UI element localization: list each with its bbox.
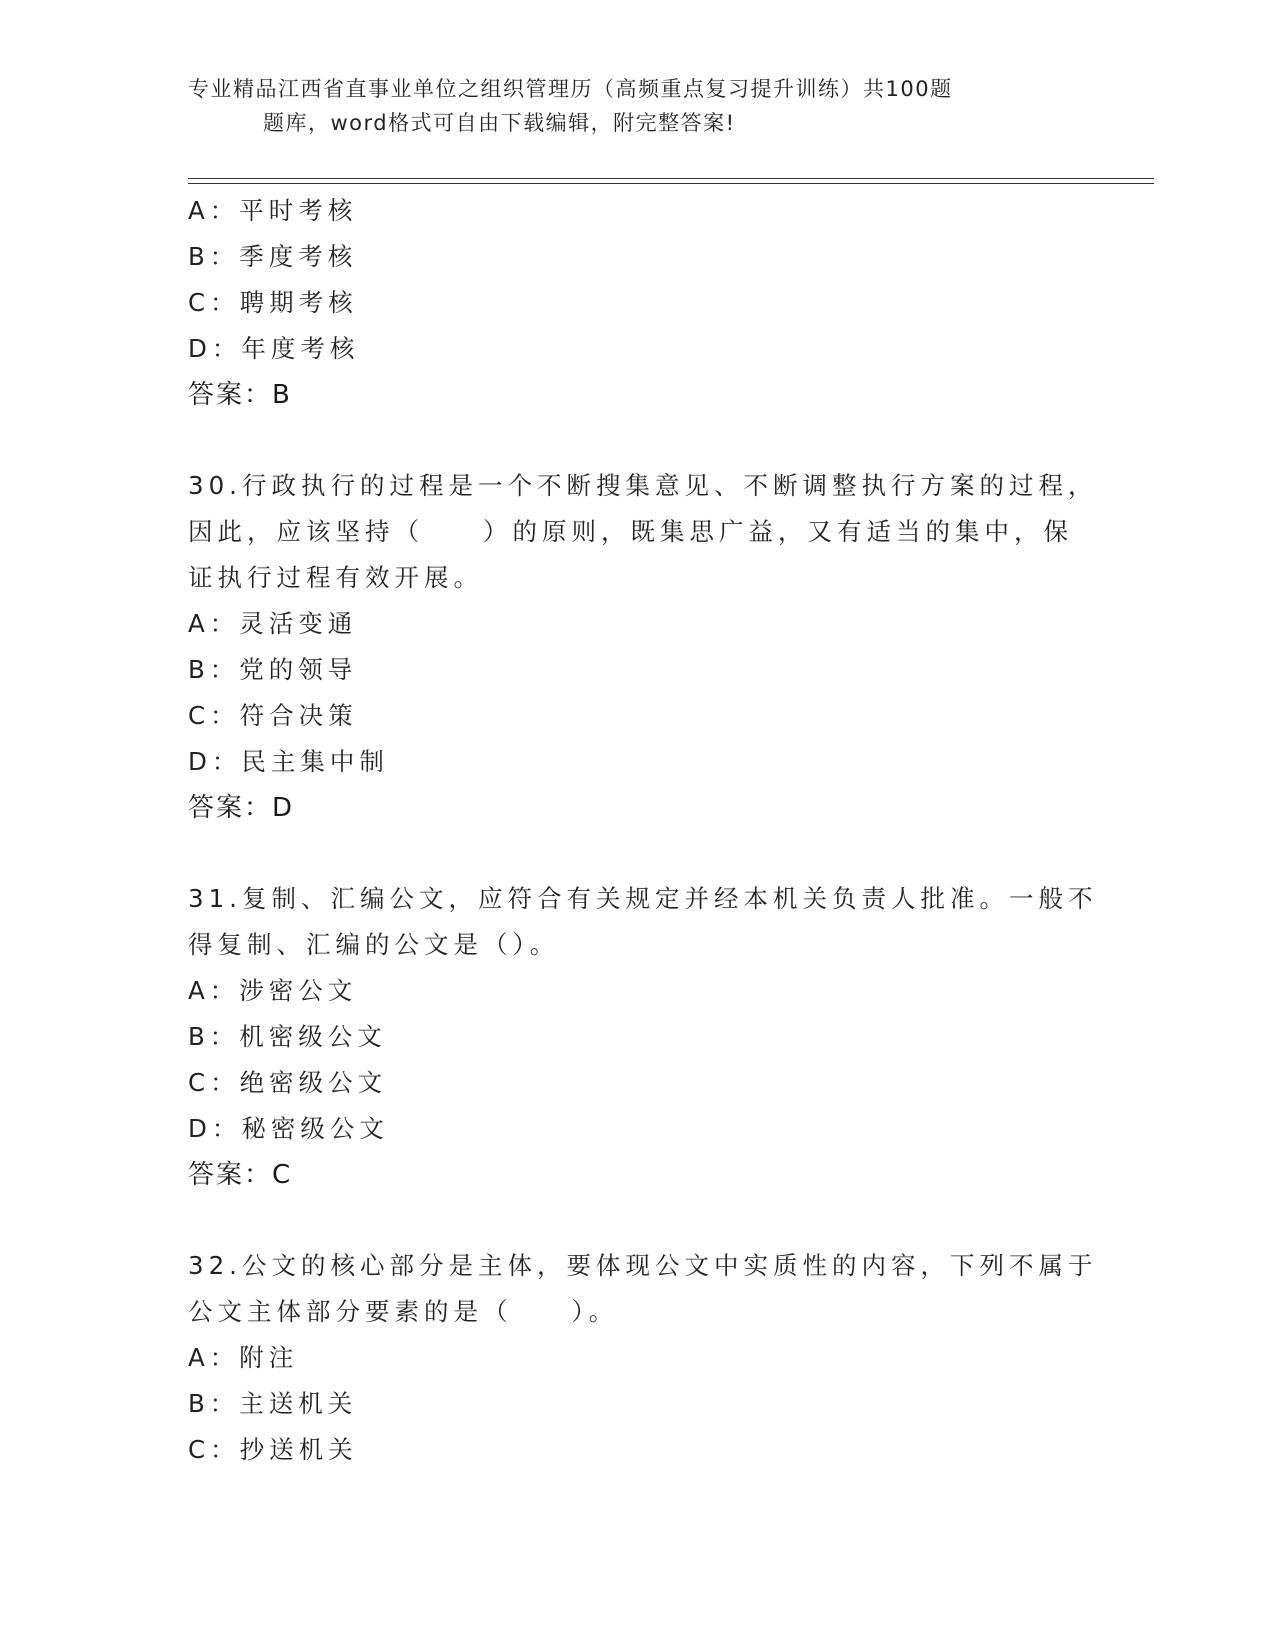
option-c: C：抄送机关: [188, 1435, 358, 1464]
question-stem-line: 得复制、汇编的公文是（）。: [188, 930, 560, 959]
option-d: D：年度考核: [188, 334, 360, 363]
option-a: A：涉密公文: [188, 976, 358, 1005]
header-divider-top: [188, 178, 1154, 179]
answer: 答案：D: [188, 793, 295, 823]
option-b: B：季度考核: [188, 242, 358, 271]
option-a: A：灵活变通: [188, 609, 358, 638]
question-29: [188, 188, 1088, 418]
answer: 答案：C: [188, 1160, 293, 1190]
header-title-line-2: 题库，word格式可自由下载编辑，附完整答案!: [263, 111, 736, 135]
question-32: [188, 1243, 1098, 1473]
option-d: D：秘密级公文: [188, 1114, 389, 1143]
document-body: [188, 188, 1098, 1473]
question-stem-line: 因此，应该坚持（ ）的原则，既集思广益，又有适当的集中，保: [188, 517, 1073, 546]
answer: 答案：B: [188, 380, 292, 410]
option-b: B：主送机关: [188, 1389, 358, 1418]
option-b: B：机密级公文: [188, 1022, 387, 1051]
question-30: [188, 463, 1098, 831]
question-stem-line: 证执行过程有效开展。: [188, 563, 483, 592]
option-d: D：民主集中制: [188, 747, 389, 776]
question-stem-line: 30.行政执行的过程是一个不断搜集意见、不断调整执行方案的过程，: [188, 471, 1098, 500]
option-b: B：党的领导: [188, 655, 358, 684]
question-stem-line: 32.公文的核心部分是主体，要体现公文中实质性的内容，下列不属于: [188, 1251, 1098, 1280]
option-c: C：符合决策: [188, 701, 358, 730]
option-c: C：聘期考核: [188, 288, 358, 317]
header-divider-bottom: [188, 183, 1154, 184]
question-stem-line: 公文主体部分要素的是（ ）。: [188, 1297, 619, 1326]
document-header: [188, 72, 1068, 140]
option-a: A：平时考核: [188, 196, 358, 225]
option-c: C：绝密级公文: [188, 1068, 388, 1097]
header-title-line-1: 专业精品江西省直事业单位之组织管理历（高频重点复习提升训练）共100题: [188, 77, 953, 101]
option-a: A：附注: [188, 1343, 299, 1372]
question-31: [188, 876, 1098, 1198]
question-stem-line: 31.复制、汇编公文，应符合有关规定并经本机关负责人批准。一般不: [188, 884, 1098, 913]
